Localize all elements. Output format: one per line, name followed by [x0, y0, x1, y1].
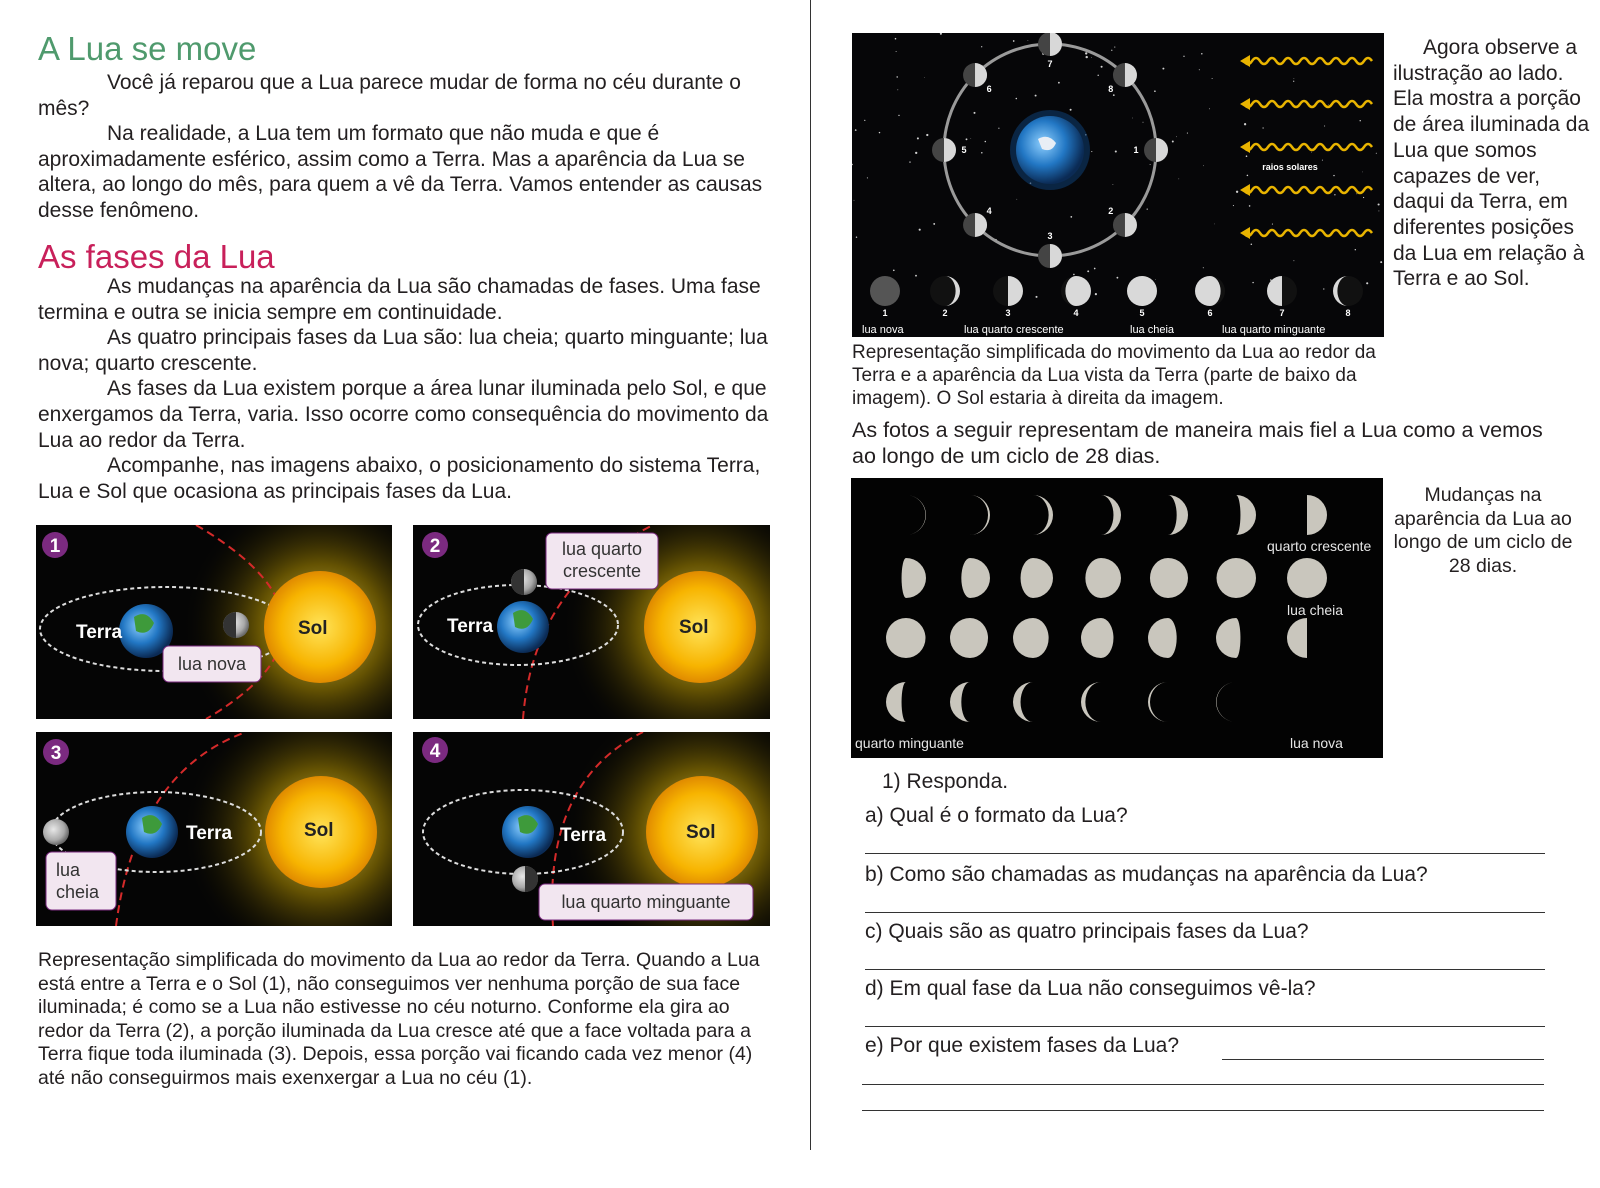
star-dot	[1355, 249, 1356, 250]
star-dot	[1252, 282, 1253, 283]
phase-diagram-2	[413, 525, 770, 719]
page-divider	[810, 0, 811, 1150]
phase-panel-2	[413, 525, 770, 719]
answer-line-e-2[interactable]	[862, 1084, 1544, 1085]
answer-line-c[interactable]	[865, 969, 1545, 970]
orbit-side-text: Agora observe a ilustração ao lado. Ela mostra a porção de área iluminada da Lua que somos capazes de ver, daqui da Terra, em diferentes posições da Lua em relação à Terra e ao Sol.	[1393, 36, 1590, 291]
photo-label-full-moon: lua cheia	[1287, 602, 1344, 618]
star-dot	[1366, 282, 1368, 284]
orbit-illustration	[852, 33, 1384, 337]
intro-text	[38, 70, 778, 224]
star-dot	[1035, 95, 1037, 97]
star-dot	[1324, 125, 1325, 126]
star-dot	[1016, 98, 1018, 100]
star-dot	[1236, 191, 1238, 193]
star-dot	[926, 134, 928, 136]
star-dot	[919, 229, 921, 231]
strip-number: 1	[882, 308, 888, 318]
rays-label: raios solares	[1262, 162, 1318, 172]
star-dot	[1113, 94, 1115, 96]
star-dot	[1091, 57, 1092, 58]
star-dot	[1380, 261, 1382, 263]
moon-photos-grid	[851, 478, 1383, 758]
photo-moon	[886, 618, 925, 658]
star-dot	[1035, 296, 1037, 298]
star-dot	[917, 137, 919, 139]
phases-caption: Representação simplificada do movimento da Lua ao redor da Terra. Quando a Lua está entre a Terra e o Sol (1), não conseguimos ver nenhuma porção de sua face iluminada; é como se a Lua não estivesse no céu noturno. Conforme ela gira ao redor da Terra (2), a porção iluminada da Lua cresce até que a face voltada para a Terra fique toda iluminada (3). Depois, essa porção vai ficando cada vez menor (4) até não conseguirmos mais exenxergar a Lua no céu (1).	[38, 949, 760, 1089]
star-dot	[1094, 268, 1096, 270]
star-dot	[1209, 108, 1210, 109]
photo-label-last-quarter: quarto minguante	[855, 735, 964, 751]
star-dot	[1376, 153, 1377, 154]
star-dot	[1091, 151, 1092, 152]
phases-paragraph-1: As mudanças na aparência da Lua são chamadas de fases. Uma fase termina e outra se inicia sempre em continuidade.	[38, 275, 761, 324]
moon-phase-label-line2: crescente	[562, 561, 642, 581]
star-dot	[1172, 141, 1174, 143]
orbit-number: 4	[986, 205, 992, 216]
answer-line-a[interactable]	[865, 853, 1545, 854]
star-dot	[1378, 210, 1379, 211]
star-dot	[1176, 136, 1177, 137]
panel-number: 1	[49, 536, 61, 557]
star-dot	[1086, 56, 1088, 58]
moon-phase-label-line2: cheia	[56, 882, 100, 902]
orbit-number: 8	[1108, 84, 1114, 95]
star-dot	[981, 152, 983, 154]
star-dot	[1247, 175, 1249, 177]
star-dot	[1113, 184, 1114, 185]
star-dot	[973, 112, 975, 114]
moon-phase-label: lua nova	[177, 654, 247, 674]
star-dot	[1272, 224, 1273, 225]
moon-photos	[851, 478, 1383, 758]
star-dot	[1246, 155, 1248, 157]
strip-label-new-moon: lua nova	[862, 324, 904, 336]
orbit-number: 6	[986, 84, 992, 95]
star-dot	[1323, 288, 1324, 289]
earth-icon	[1016, 116, 1084, 184]
strip-number: 2	[942, 308, 948, 318]
strip-number: 4	[1073, 308, 1079, 318]
strip-label-last-quarter: lua quarto minguante	[1222, 324, 1326, 336]
star-dot	[924, 77, 925, 78]
star-dot	[867, 177, 868, 178]
star-dot	[1251, 244, 1253, 246]
photo-label-new-moon: lua nova	[1290, 735, 1343, 751]
star-dot	[1322, 160, 1323, 161]
star-dot	[933, 223, 935, 225]
star-dot	[897, 89, 898, 90]
star-dot	[1356, 193, 1357, 194]
star-dot	[1187, 133, 1188, 134]
star-dot	[1095, 293, 1097, 295]
star-dot	[1114, 47, 1115, 48]
star-dot	[1150, 164, 1151, 165]
star-dot	[1028, 40, 1029, 41]
strip-label-full-moon: lua cheia	[1130, 324, 1175, 336]
panel-number: 2	[429, 536, 441, 557]
photos-intro: As fotos a seguir representam de maneira mais fiel a Lua como a vemos ao longo de um ciclo de 28 dias.	[852, 418, 1543, 468]
star-dot	[1162, 68, 1164, 70]
moon-phase-label: lua quarto minguante	[561, 892, 731, 912]
star-dot	[1115, 150, 1117, 152]
moon-phase-label-line1: lua quarto	[561, 539, 643, 559]
star-dot	[1147, 208, 1148, 209]
star-dot	[1016, 199, 1017, 200]
star-dot	[1073, 274, 1075, 276]
star-dot	[895, 38, 897, 40]
star-dot	[1070, 216, 1072, 218]
star-dot	[1249, 205, 1251, 207]
star-dot	[1201, 53, 1203, 55]
question-a: a) Qual é o formato da Lua?	[865, 804, 1128, 827]
phases-paragraph-4: Acompanhe, nas imagens abaixo, o posicionamento do sistema Terra, Lua e Sol que ocasiona as principais fases da Lua.	[38, 454, 761, 503]
star-dot	[1154, 90, 1156, 92]
orbit-number: 1	[1133, 145, 1139, 155]
question-b: b) Como são chamadas as mudanças na aparência da Lua?	[865, 863, 1428, 886]
star-dot	[1178, 179, 1179, 180]
star-dot	[879, 132, 880, 133]
earth-label: Terra	[186, 823, 233, 844]
phases-text	[38, 274, 778, 504]
earth-label: Terra	[560, 825, 607, 846]
star-dot	[1362, 172, 1363, 173]
phases-paragraph-2: As quatro principais fases da Lua são: lua cheia; quarto minguante; lua nova; quarto crescente.	[38, 326, 768, 375]
star-dot	[1244, 123, 1246, 125]
phase-diagram-1	[36, 525, 392, 719]
star-dot	[1212, 78, 1213, 79]
strip-moon-lit	[1127, 276, 1157, 306]
star-dot	[1294, 78, 1295, 79]
star-dot	[998, 128, 999, 129]
orbit-number: 2	[1108, 205, 1114, 216]
answer-line-e-1[interactable]	[1222, 1059, 1544, 1060]
intro-paragraph-1: Você já reparou que a Lua parece mudar de forma no céu durante o mês?	[38, 71, 741, 120]
orbit-diagram	[852, 33, 1384, 337]
strip-number: 5	[1139, 308, 1145, 318]
strip-number: 8	[1345, 308, 1351, 318]
star-dot	[1111, 50, 1112, 51]
star-dot	[1199, 69, 1200, 70]
strip-number: 7	[1279, 308, 1285, 318]
sun-label: Sol	[298, 618, 328, 639]
photo-label-first-quarter: quarto crescente	[1267, 538, 1372, 554]
earth-label: Terra	[447, 616, 494, 637]
star-dot	[896, 51, 897, 52]
star-dot	[1070, 109, 1072, 111]
intro-paragraph-2: Na realidade, a Lua tem um formato que não muda e que é aproximadamente esférico, assim como a Terra. Mas a aparência da Lua se altera, ao longo do mês, para quem a vê da Terra. Vamos entender as causas desse fenômeno.	[38, 122, 763, 222]
orbit-caption: Representação simplificada do movimento da Lua ao redor da Terra e a aparência da Lua vista da Terra (parte de baixo da imagem). O Sol estaria à direita da imagem.	[852, 342, 1376, 409]
phases-paragraph-3: As fases da Lua existem porque a área lunar iluminada pelo Sol, e que enxergamos da Terra, varia. Isso ocorre como consequência do movimento da Lua ao redor da Terra.	[38, 377, 769, 452]
star-dot	[1183, 56, 1184, 57]
star-dot	[915, 275, 917, 277]
star-dot	[1132, 118, 1133, 119]
star-dot	[1203, 267, 1204, 268]
strip-number: 3	[1005, 308, 1011, 318]
answer-line-e-3[interactable]	[862, 1110, 1544, 1111]
star-dot	[1360, 120, 1361, 121]
star-dot	[970, 138, 971, 139]
question-c: c) Quais são as quatro principais fases da Lua?	[865, 920, 1309, 943]
star-dot	[1116, 277, 1118, 279]
star-dot	[1203, 165, 1204, 166]
answer-line-b[interactable]	[865, 912, 1545, 913]
star-dot	[981, 46, 982, 47]
sun-label: Sol	[686, 822, 716, 843]
phase-diagram-3	[36, 732, 392, 926]
panel-number: 4	[429, 741, 441, 762]
star-dot	[1143, 122, 1144, 123]
star-dot	[855, 129, 857, 131]
answer-line-d[interactable]	[865, 1026, 1545, 1027]
strip-moon	[870, 276, 900, 306]
star-dot	[915, 152, 917, 154]
star-dot	[1097, 75, 1098, 76]
phase-panel-1	[36, 525, 392, 719]
question-d: d) Em qual fase da Lua não conseguimos vê-la?	[865, 977, 1316, 1000]
star-dot	[1013, 40, 1015, 42]
phase-panel-3	[36, 732, 392, 926]
questions-header: 1) Responda.	[882, 770, 1009, 793]
star-dot	[966, 138, 968, 140]
orbit-number: 5	[961, 145, 967, 155]
title-as-fases-da-lua: As fases da Lua	[38, 238, 275, 275]
panel-number: 3	[50, 743, 62, 764]
star-dot	[1101, 66, 1103, 68]
photo-moon	[1217, 558, 1256, 598]
star-dot	[1293, 81, 1294, 82]
question-e: e) Por que existem fases da Lua?	[865, 1034, 1180, 1057]
star-dot	[893, 269, 895, 271]
strip-label-first-quarter: lua quarto crescente	[964, 324, 1064, 336]
star-dot	[1155, 279, 1156, 280]
star-dot	[898, 115, 899, 116]
star-dot	[1262, 127, 1263, 128]
phase-panel-4	[413, 732, 770, 926]
orbit-number: 7	[1047, 59, 1053, 69]
star-dot	[854, 200, 855, 201]
moon-phase-label-line1: lua	[56, 860, 81, 880]
title-a-lua-se-move: A Lua se move	[38, 30, 257, 67]
star-dot	[856, 236, 857, 237]
phase-diagram-4	[413, 732, 770, 926]
star-dot	[1233, 205, 1234, 206]
star-dot	[1087, 270, 1089, 272]
sun-label: Sol	[304, 820, 334, 841]
strip-number: 6	[1207, 308, 1213, 318]
sun-label: Sol	[679, 617, 709, 638]
star-dot	[1328, 104, 1329, 105]
photo-moon	[1287, 558, 1327, 598]
star-dot	[909, 161, 910, 162]
earth-label: Terra	[76, 622, 123, 643]
star-dot	[864, 120, 865, 121]
orbit-number: 3	[1047, 231, 1053, 241]
star-dot	[1293, 260, 1294, 261]
star-dot	[1214, 224, 1215, 225]
star-dot	[896, 76, 897, 77]
star-dot	[1363, 197, 1364, 198]
star-dot	[1058, 82, 1060, 84]
photos-side-text: Mudanças na aparência da Lua ao longo de um ciclo de 28 dias.	[1393, 484, 1573, 577]
moon-icon	[43, 819, 69, 845]
star-dot	[1378, 203, 1380, 205]
star-dot	[1311, 152, 1312, 153]
star-dot	[1085, 52, 1087, 54]
star-dot	[1333, 175, 1334, 176]
star-dot	[1334, 194, 1335, 195]
star-dot	[985, 141, 987, 143]
